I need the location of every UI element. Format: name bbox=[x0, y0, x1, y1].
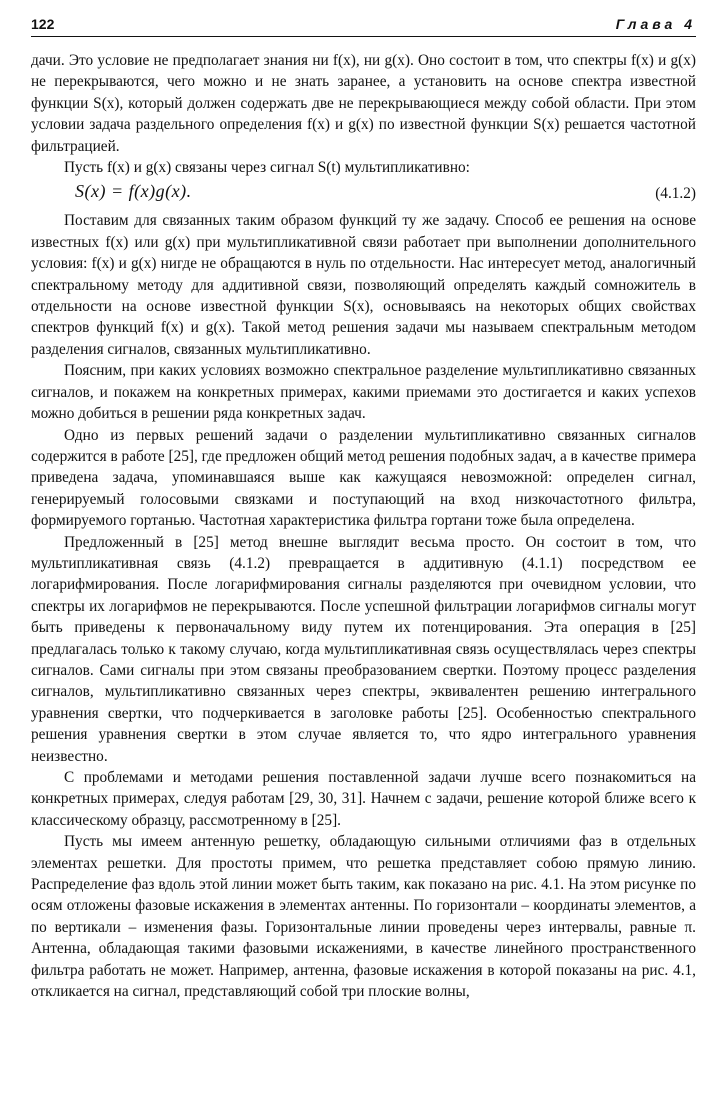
paragraph: Предложенный в [25] метод внешне выглядит весьма просто. Он состоит в том, что мультипликативная связь (4.1.2) превращается в аддитивную (4.1.1) посредством ее логарифмирования. После логарифмирования сигналы разделяются при очевидном условии, что спектры их логарифмов не перекрываются. После успешной фильтрации логарифмов сигналы могут быть приведены к первоначальному виду путем их потенцирования. Эта операция в [25] предлагалась только к такому случаю, когда мультипликативная связь осуществлялась через спектры сигналов. Сами сигналы при этом связаны преобразованием свертки. Поэтому процесс разделения сигналов, мультипликативно связанных через спектры, эквивалентен решению интегрального уравнения свертки, что подчеркивается в заголовке работы [25]. Особенностью спектрального решения уравнения свертки в этом случае является то, что ядро интегрального уравнения неизвестно. bbox=[31, 533, 696, 765]
paragraph: Пусть мы имеем антенную решетку, обладающую сильными отличиями фаз в отдельных элементах решетки. Для простоты примем, что решетка представляет собою прямую линию. Распределение фаз вдоль этой линии может быть таким, как показано на рис. 4.1. На этом рисунке по осям отложены фазовые искажения в элементах антенны. По горизонтали – координаты элементов, а по вертикали – изменения фазы. Горизонтальные линии проведены через интервалы, равные π. Антенна, обладающая такими фазовыми искажениями, в качестве линейного пространственного фильтра работать не может. Например, антенна, фазовые искажения в которой показаны на рис. 4.1, откликается на сигнал, представляющий собой три плоские волны, bbox=[31, 833, 696, 1001]
paragraph: Пусть f(x) и g(x) связаны через сигнал S(t) мультипликативно: bbox=[64, 159, 470, 177]
chapter-title: Глава 4 bbox=[615, 16, 696, 32]
paragraph: С проблемами и методами решения поставленной задачи лучше всего познакомиться на конкретных примерах, следуя работам [29, 30, 31]. Начнем с задачи, решение которой ближе всего к классическому образцу, рассмотренному в [25]. bbox=[31, 769, 696, 829]
paragraph: Поставим для связанных таким образом функций ту же задачу. Способ ее решения на основе известных f(x) или g(x) при мультипликативной связи работает при выполнении дополнительного условия: f(x) и g(x) нигде не обращаются в нуль по отдельности. Нас интересует метод, аналогичный спектральному методу для аддитивной связи, позволяющий определять каждый сомножитель в отдельности на основе известной функции S(x), основываясь на некоторых общих свойствах спектров функций f(x) и g(x). Такой метод решения задачи мы называем спектральным методом разделения сигналов, связанных мультипликативно. bbox=[31, 212, 696, 358]
paragraph: дачи. Это условие не предполагает знания ни f(x), ни g(x). Оно состоит в том, что спектры f(x) и g(x) не перекрываются, чего можно и не знать заранее, а установить на основе спектра известной функции S(x), который должен содержать две не перекрывающиеся между собой области. При этом условии задача раздельного определения f(x) и g(x) по известной функции S(x) решается частотной фильтрацией. bbox=[31, 52, 696, 155]
paragraph: Одно из первых решений задачи о разделении мультипликативно связанных сигналов содержится в работе [25], где предложен общий метод решения подобных задач, а в качестве примера приведена задача, упоминавшаяся выше как кажущаяся невозможной: определен сигнал, генерируемый голосовыми связками и поступающий на вход низкочастотного фильтра, формируемого гортанью. Частотная характеристика фильтра гортани тоже была определена. bbox=[31, 426, 696, 530]
header-divider bbox=[31, 36, 696, 37]
equation bbox=[31, 179, 696, 207]
equation-number: (4.1.2) bbox=[655, 185, 696, 203]
paragraph: Поясним, при каких условиях возможно спектральное разделение мультипликативно связанных сигналов, и покажем на конкретных примерах, какими приемами это достигается и каких успехов можно добиться в решении ряда конкретных задач. bbox=[31, 362, 696, 423]
page-body bbox=[31, 50, 696, 1002]
equation-formula: S(x) = f(x)g(x). bbox=[75, 181, 192, 202]
page-number: 122 bbox=[31, 16, 55, 32]
page-header bbox=[31, 14, 696, 36]
